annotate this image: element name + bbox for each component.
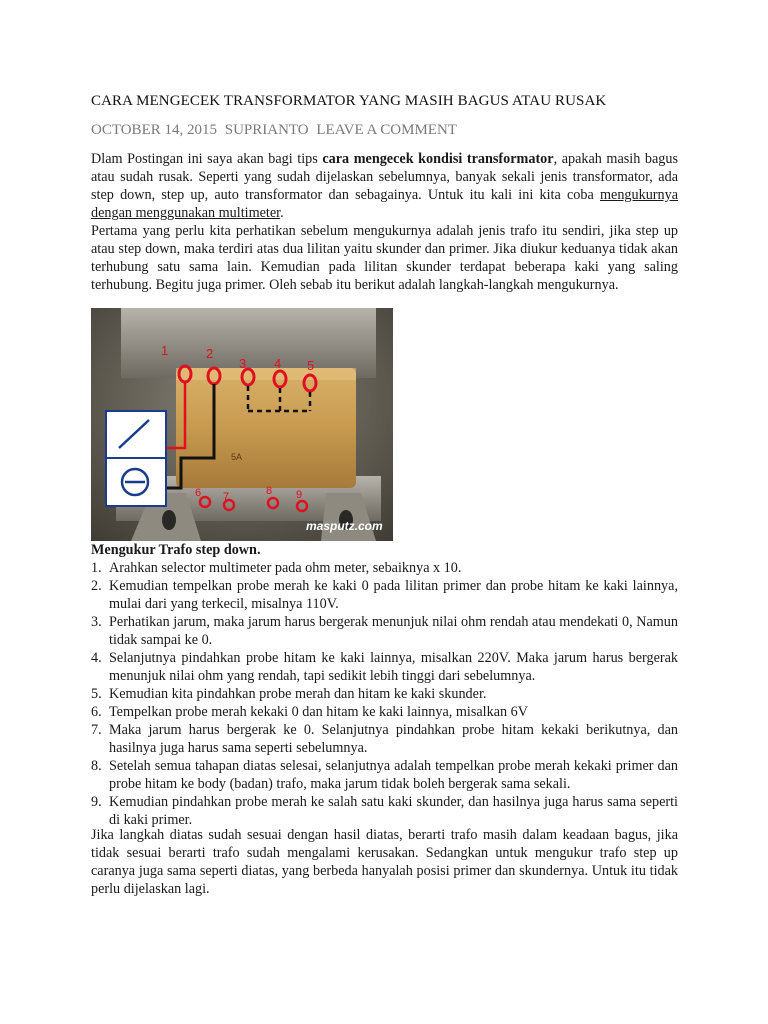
masputz-watermark: masputz.com	[306, 519, 383, 533]
list-item: 3. Perhatikan jarum, maka jarum harus bergerak menunjuk nilai ohm rendah atau mendekati 0, Namun tidak sampai ke 0.	[91, 614, 678, 648]
conclusion-paragraph: Jika langkah diatas sudah sesuai dengan hasil diatas, berarti trafo masih dalam keadaan bagus, jika tidak sesuai berarti trafo sudah mengalami kerusakan. Sedangkan untuk mengukur trafo step up caranya juga sama seperti diatas, yang berbeda hanyalah posisi primer dan skundernya. Untuk itu tidak perlu dijelaskan lagi.	[91, 827, 678, 897]
intro-paragraph	[91, 150, 678, 222]
svg-text:6: 6	[195, 487, 202, 499]
article-meta	[91, 122, 461, 139]
mounting-hole-left	[162, 510, 176, 530]
svg-text:4: 4	[274, 356, 282, 371]
list-item: 1. Arahkan selector multimeter pada ohm meter, sebaiknya x 10.	[91, 560, 462, 576]
list-item: 2. Kemudian tempelkan probe merah ke kaki 0 pada lilitan primer dan probe hitam ke kaki lainnya, mulai dari yang terkecil, misalnya 110V.	[91, 578, 678, 612]
intro-text-1: Dlam Postingan ini saya akan bagi tips	[91, 151, 323, 167]
steps-list	[91, 559, 678, 829]
transformer-illustration	[91, 308, 393, 541]
svg-text:2: 2	[206, 346, 214, 361]
post-date[interactable]: OCTOBER 14, 2015	[91, 122, 217, 138]
transformer-photo	[91, 308, 393, 541]
svg-text:8: 8	[266, 485, 273, 497]
coil-highlight	[176, 368, 356, 380]
leave-comment-link[interactable]: LEAVE A COMMENT	[316, 122, 457, 138]
post-author[interactable]: SUPRIANTO	[224, 122, 309, 138]
list-item: 4. Selanjutnya pindahkan probe hitam ke kaki lainnya, misalkan 220V. Maka jarum harus bergerak menunjuk nilai ohm yang rendah, tapi sedikit lebih tinggi dari sebelumnya.	[91, 650, 678, 684]
intro-text-3: .	[280, 205, 284, 221]
list-item: 9. Kemudian pindahkan probe merah ke salah satu kaki skunder, dan hasilnya juga harus sama seperti di kaki primer.	[91, 794, 678, 828]
transformer-core-top	[121, 308, 376, 378]
multimeter-link[interactable]: mengukurnya dengan menggunakan multimeter	[91, 187, 678, 221]
list-item: 6. Tempelkan probe merah kekaki 0 dan hitam ke kaki lainnya, misalkan 6V	[91, 704, 528, 720]
transformer-coil	[176, 368, 356, 488]
list-item: 8. Setelah semua tahapan diatas selesai, selanjutnya adalah tempelkan probe merah kekaki primer dan probe hitam ke body (badan) trafo, maka jarum tidak boleh bergerak sama sekali.	[91, 758, 678, 792]
list-item: 7. Maka jarum harus bergerak ke 0. Selanjutnya pindahkan probe hitam kekaki berikutnya, dan hasilnya juga harus sama seperti sebelumnya.	[91, 722, 678, 756]
coil-rating-label: 5A	[231, 452, 243, 462]
svg-text:1: 1	[161, 343, 169, 358]
list-item: 5. Kemudian kita pindahkan probe merah dan hitam ke kaki skunder.	[91, 686, 487, 702]
svg-text:3: 3	[239, 356, 247, 371]
intro-bold: cara mengecek kondisi transformator	[322, 151, 554, 167]
paragraph-2: Pertama yang perlu kita perhatikan sebelum mengukurnya adalah jenis trafo itu sendiri, jika step up atau step down, maka terdiri atas dua lilitan yaitu skunder dan primer. Jika diukur keduanya tidak akan terhubung satu sama lain. Kemudian pada lilitan skunder terdapat beberapa kaki yang saling terhubung. Begitu juga primer. Oleh sebab itu berikut adalah langkah-langkah mengukurnya.	[91, 223, 678, 293]
intro-text-2: , apakah masih bagus atau sudah rusak. Seperti yang sudah dijelaskan sebelumnya, banyak sekali jenis transformator, ada step down, step up, auto transformator dan sebagainya. Untuk itu kali ini kita coba	[91, 151, 678, 203]
article-title: CARA MENGECEK TRANSFORMATOR YANG MASIH BAGUS ATAU RUSAK	[91, 93, 607, 109]
svg-text:5: 5	[307, 358, 315, 373]
svg-text:7: 7	[223, 491, 230, 503]
svg-text:9: 9	[296, 489, 303, 501]
step-down-heading: Mengukur Trafo step down.	[91, 542, 261, 558]
